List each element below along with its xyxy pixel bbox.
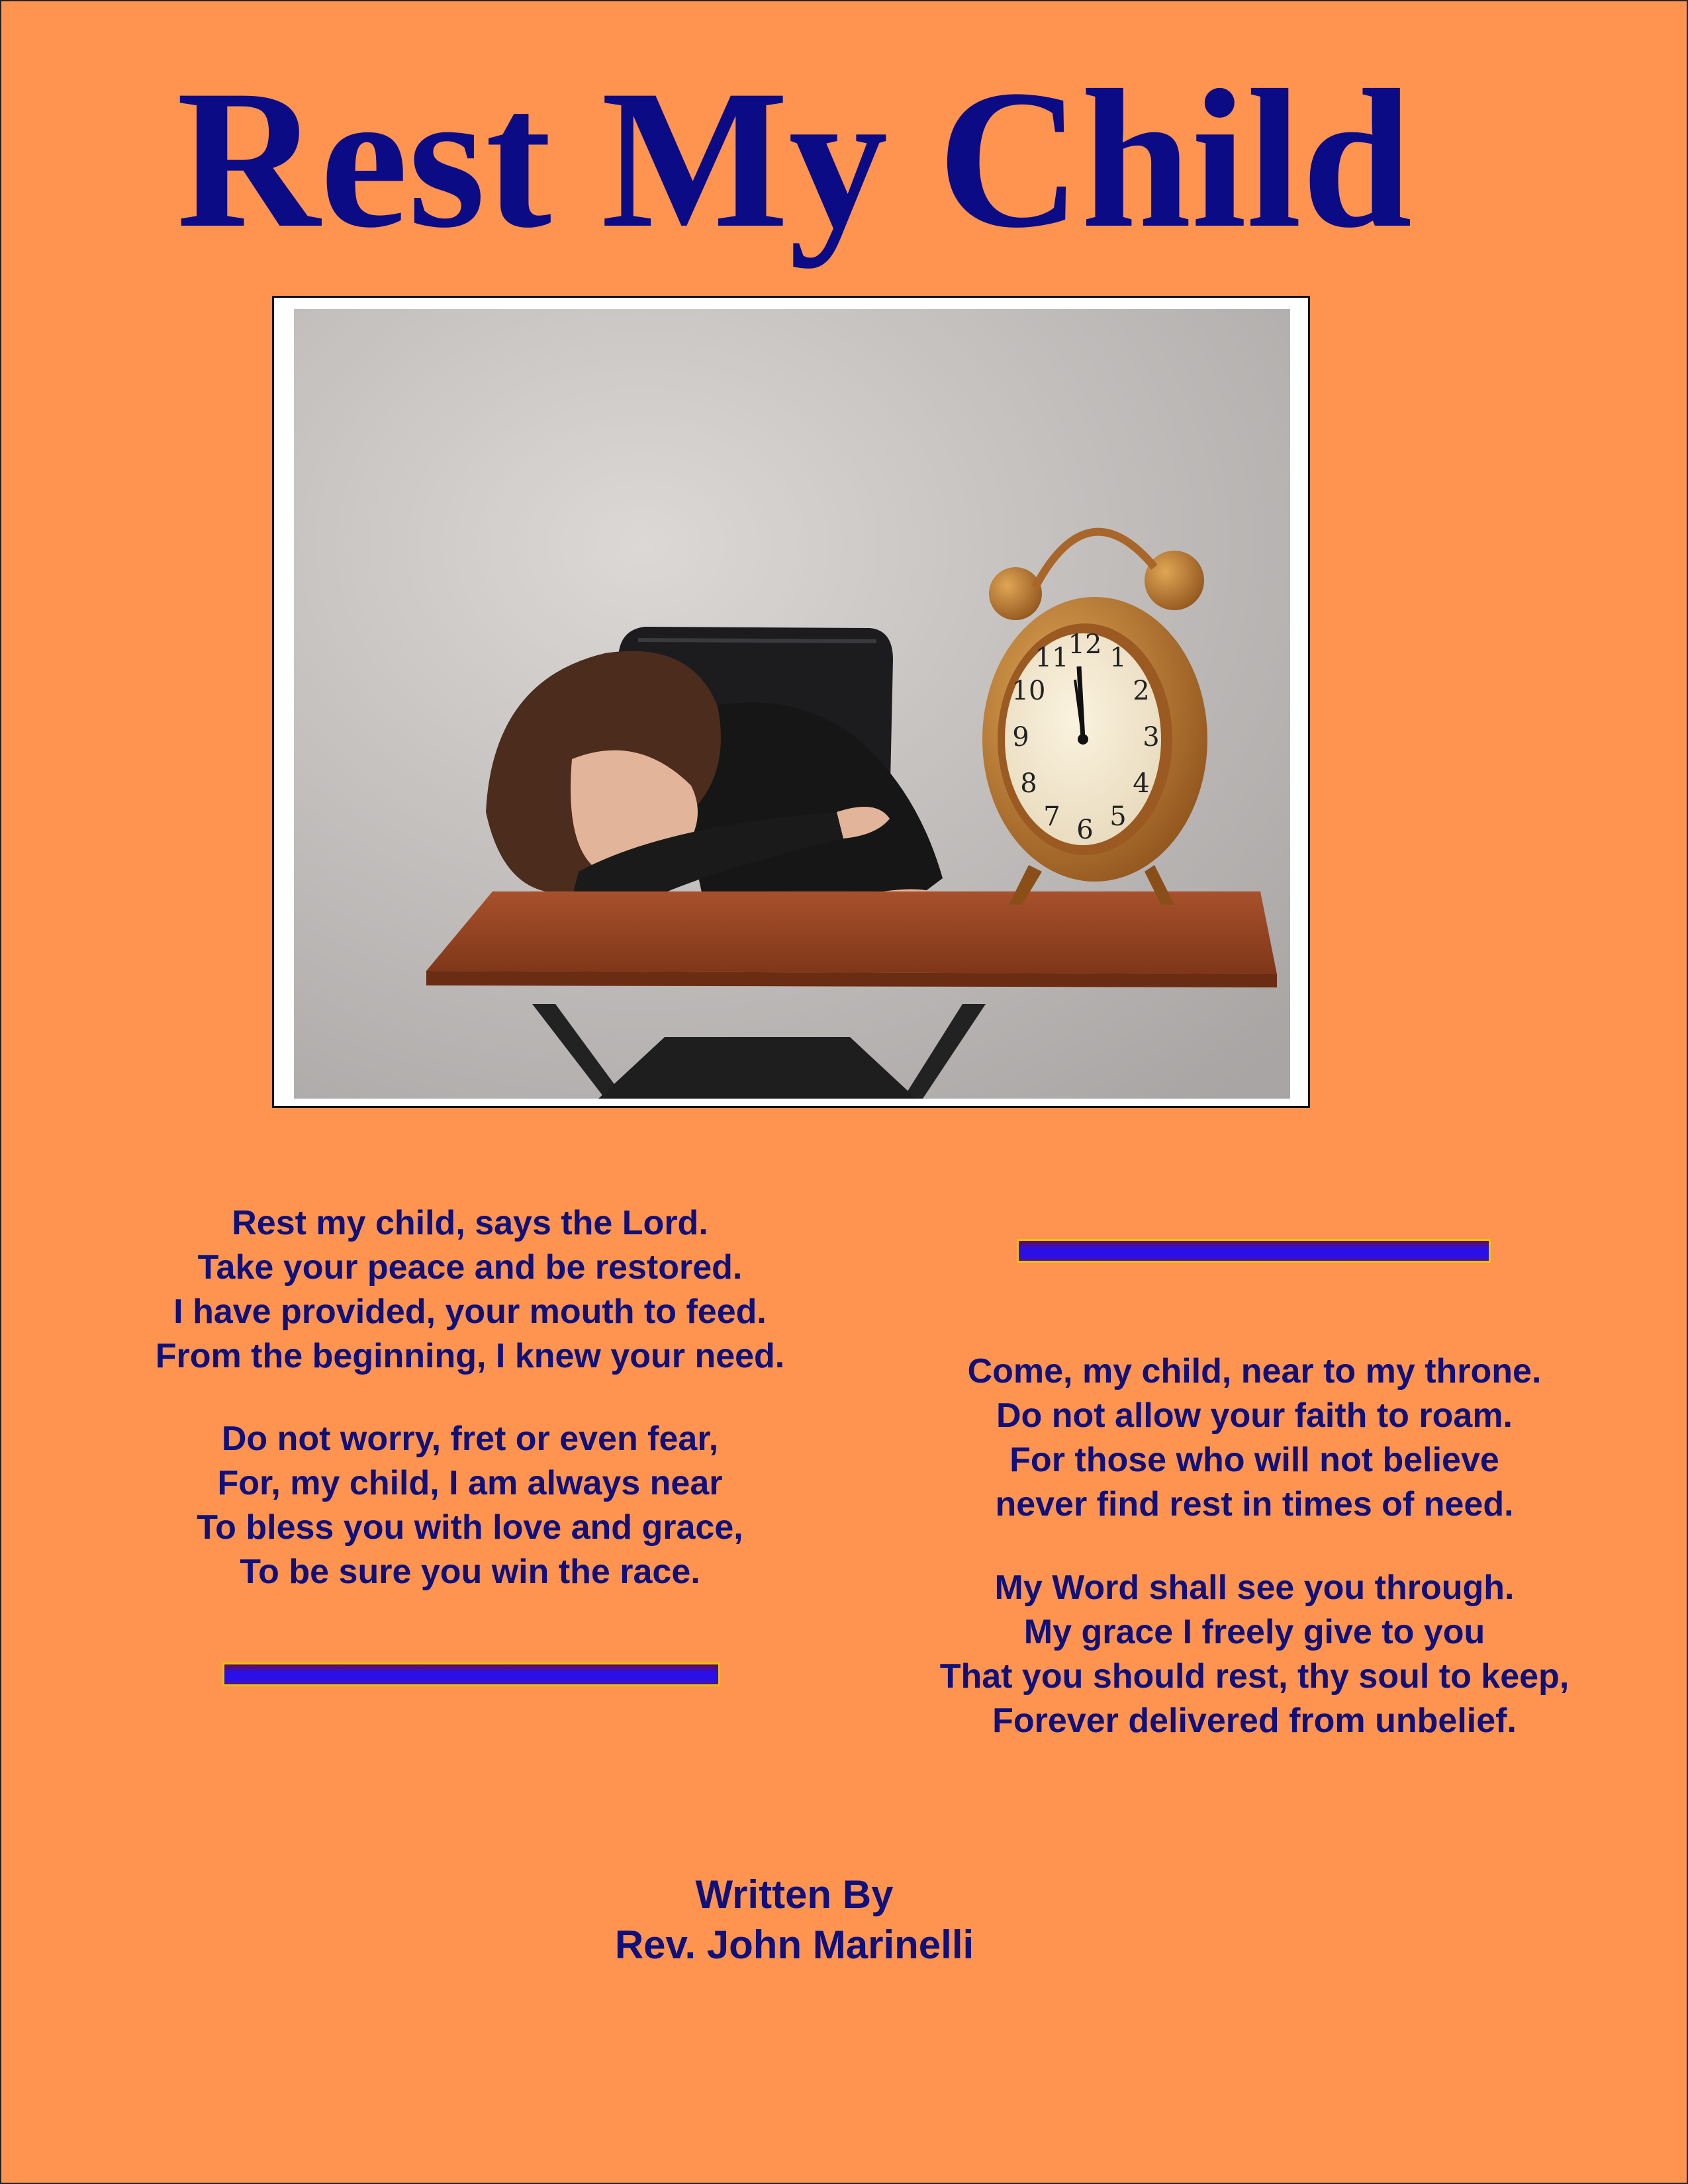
author-credit xyxy=(0,1870,1589,1970)
poem-line: Rest my child, says the Lord. xyxy=(232,1204,708,1242)
clock-numeral-4: 4 xyxy=(1133,768,1150,799)
right-stanza-1 xyxy=(861,1349,1648,1527)
left-divider-bar xyxy=(222,1662,720,1686)
clock-numeral-1: 1 xyxy=(1109,643,1127,673)
written-by-label: Written By xyxy=(695,1872,894,1917)
clock-numeral-5: 5 xyxy=(1109,801,1127,832)
clock-numeral-3: 3 xyxy=(1143,722,1160,752)
clock-numeral-6: 6 xyxy=(1076,815,1094,845)
poem-line: Do not allow your faith to roam. xyxy=(996,1396,1513,1435)
clock-numeral-10: 10 xyxy=(1011,676,1046,706)
poem-line: My grace I freely give to you xyxy=(1023,1613,1485,1651)
poem-line: Take your peace and be restored. xyxy=(197,1248,743,1287)
poem-line: never find rest in times of need. xyxy=(995,1485,1514,1524)
poem-line: To be sure you win the race. xyxy=(240,1553,700,1591)
clock-numeral-12: 12 xyxy=(1068,629,1102,660)
left-stanza-2 xyxy=(113,1417,827,1594)
poem-line: Forever delivered from unbelief. xyxy=(992,1702,1517,1740)
author-name: Rev. John Marinelli xyxy=(614,1923,974,1967)
poem-line: For those who will not believe xyxy=(1009,1441,1499,1479)
poem-line: Come, my child, near to my throne. xyxy=(967,1352,1542,1390)
clock-numeral-8: 8 xyxy=(1020,768,1037,799)
poem-line: I have provided, your mouth to feed. xyxy=(173,1293,767,1331)
page-title: Rest My Child xyxy=(176,49,1413,269)
left-stanza-1 xyxy=(113,1201,827,1379)
poem-line: That you should rest, thy soul to keep, xyxy=(939,1657,1570,1696)
poem-line: My Word shall see you through. xyxy=(994,1569,1515,1607)
right-stanza-2 xyxy=(861,1566,1648,1743)
poem-line: For, my child, I am always near xyxy=(217,1464,723,1502)
photo-frame xyxy=(272,296,1310,1108)
clock-numeral-9: 9 xyxy=(1012,722,1029,752)
poem-line: From the beginning, I knew your need. xyxy=(155,1337,785,1375)
poem-line: Do not worry, fret or even fear, xyxy=(221,1420,719,1458)
clock-numeral-2: 2 xyxy=(1133,676,1150,706)
right-divider-bar xyxy=(1017,1239,1491,1263)
poem-line: To bless you with love and grace, xyxy=(197,1508,743,1547)
woman-sleeping-at-desk-photo xyxy=(294,309,1290,1099)
clock-numeral-11: 11 xyxy=(1035,643,1069,673)
clock-numeral-7: 7 xyxy=(1043,801,1060,832)
